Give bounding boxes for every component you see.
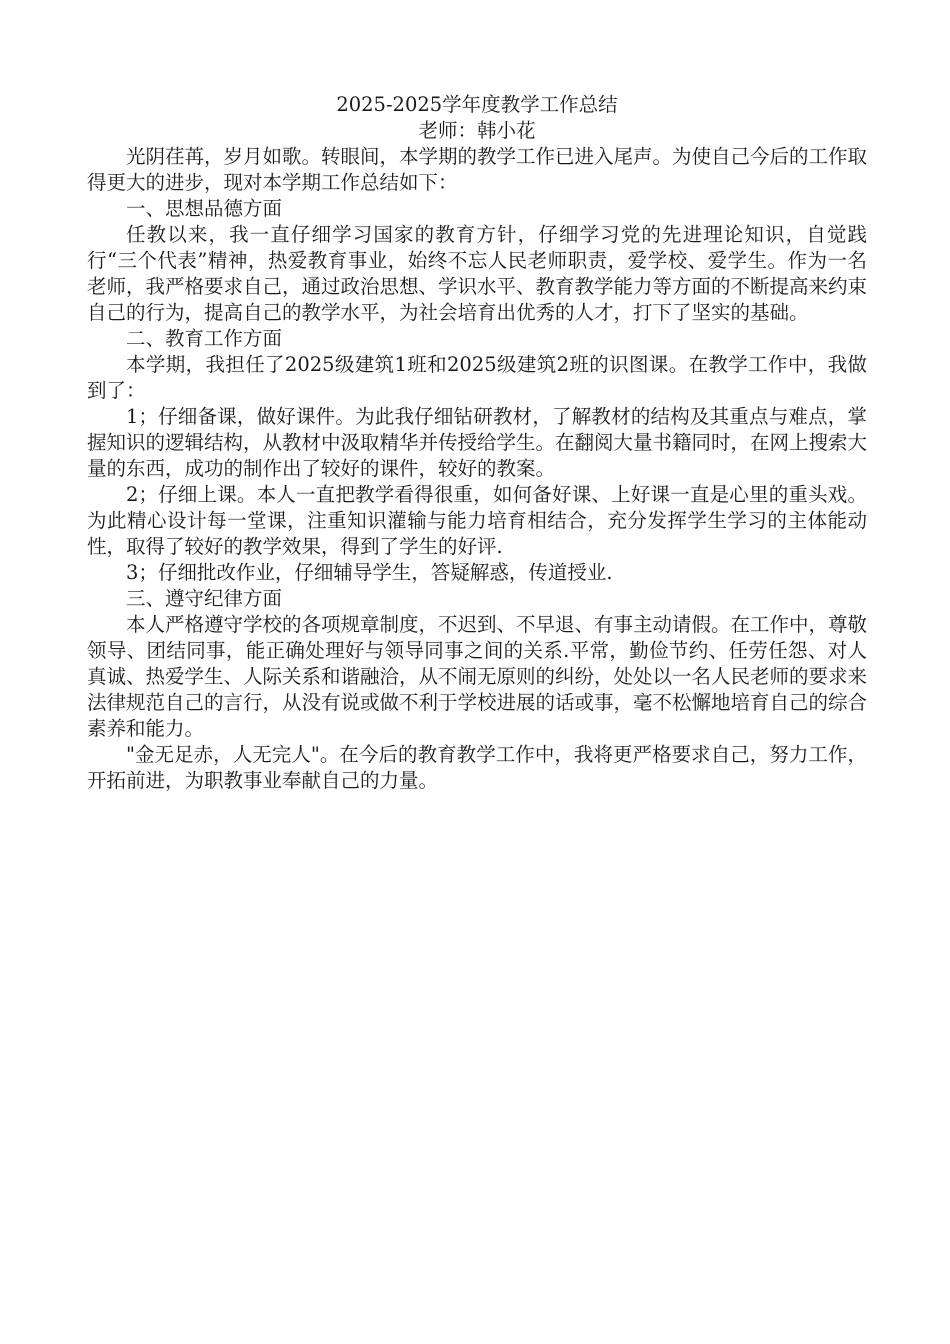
section-heading-morality: 一、思想品德方面 xyxy=(126,197,283,220)
morality-paragraph: 任教以来，我一直仔细学习国家的教育方针，仔细学习党的先进理论知识，自觉践行“三个代表”精神，热爱教育事业，始终不忘人民老师职责，爱学校、爱学生。作为一名老师，我严格要求自己，通过政治思想、学识水平、教育教学能力等方面的不断提高来约束自己的行为，提高自己的教学水平，为社会培育出优秀的人才，打下了坚实的基础。 xyxy=(87,223,868,324)
author-line: 老师：韩小花 xyxy=(418,119,536,142)
document-page xyxy=(87,92,867,794)
teaching-item-3: 3；仔细批改作业，仔细辅导学生，答疑解惑，传道授业. xyxy=(126,561,613,584)
teaching-paragraph: 本学期，我担任了2025级建筑1班和2025级建筑2班的识图课。在教学工作中，我做到了： xyxy=(87,353,867,402)
intro-paragraph: 光阴荏苒，岁月如歌。转眼间，本学期的教学工作已进入尾声。为使自己今后的工作取得更大的进步，现对本学期工作总结如下： xyxy=(87,145,868,194)
closing-paragraph: "金无足赤，人无完人"。在今后的教育教学工作中，我将更严格要求自己，努力工作，开拓前进，为职教事业奉献自己的力量。 xyxy=(87,743,867,792)
section-heading-teaching: 二、教育工作方面 xyxy=(126,327,283,350)
teaching-item-1: 1；仔细备课，做好课件。为此我仔细钻研教材，了解教材的结构及其重点与难点，掌握知识的逻辑结构，从教材中汲取精华并传授给学生。在翻阅大量书籍同时，在网上搜索大量的东西，成功的制作出了较好的课件，较好的教案。 xyxy=(87,405,868,480)
teaching-item-2: 2；仔细上课。本人一直把教学看得很重，如何备好课、上好课一直是心里的重头戏。为此精心设计每一堂课，注重知识灌输与能力培育相结合，充分发挥学生学习的主体能动性，取得了较好的教学效果，得到了学生的好评. xyxy=(87,483,867,558)
section-heading-discipline: 三、遵守纪律方面 xyxy=(126,587,283,610)
discipline-paragraph: 本人严格遵守学校的各项规章制度，不迟到、不早退、有事主动请假。在工作中，尊敬领导、团结同事，能正确处理好与领导同事之间的关系.平常，勤俭节约、任劳任怨、对人真诚、热爱学生、人际关系和谐融洽，从不闹无原则的纠纷，处处以一名人民老师的要求来法律规范自己的言行，从没有说或做不利于学校进展的话或事，毫不松懈地培育自己的综合素养和能力。 xyxy=(87,613,868,740)
document-title: 2025-2025学年度教学工作总结 xyxy=(336,93,618,116)
